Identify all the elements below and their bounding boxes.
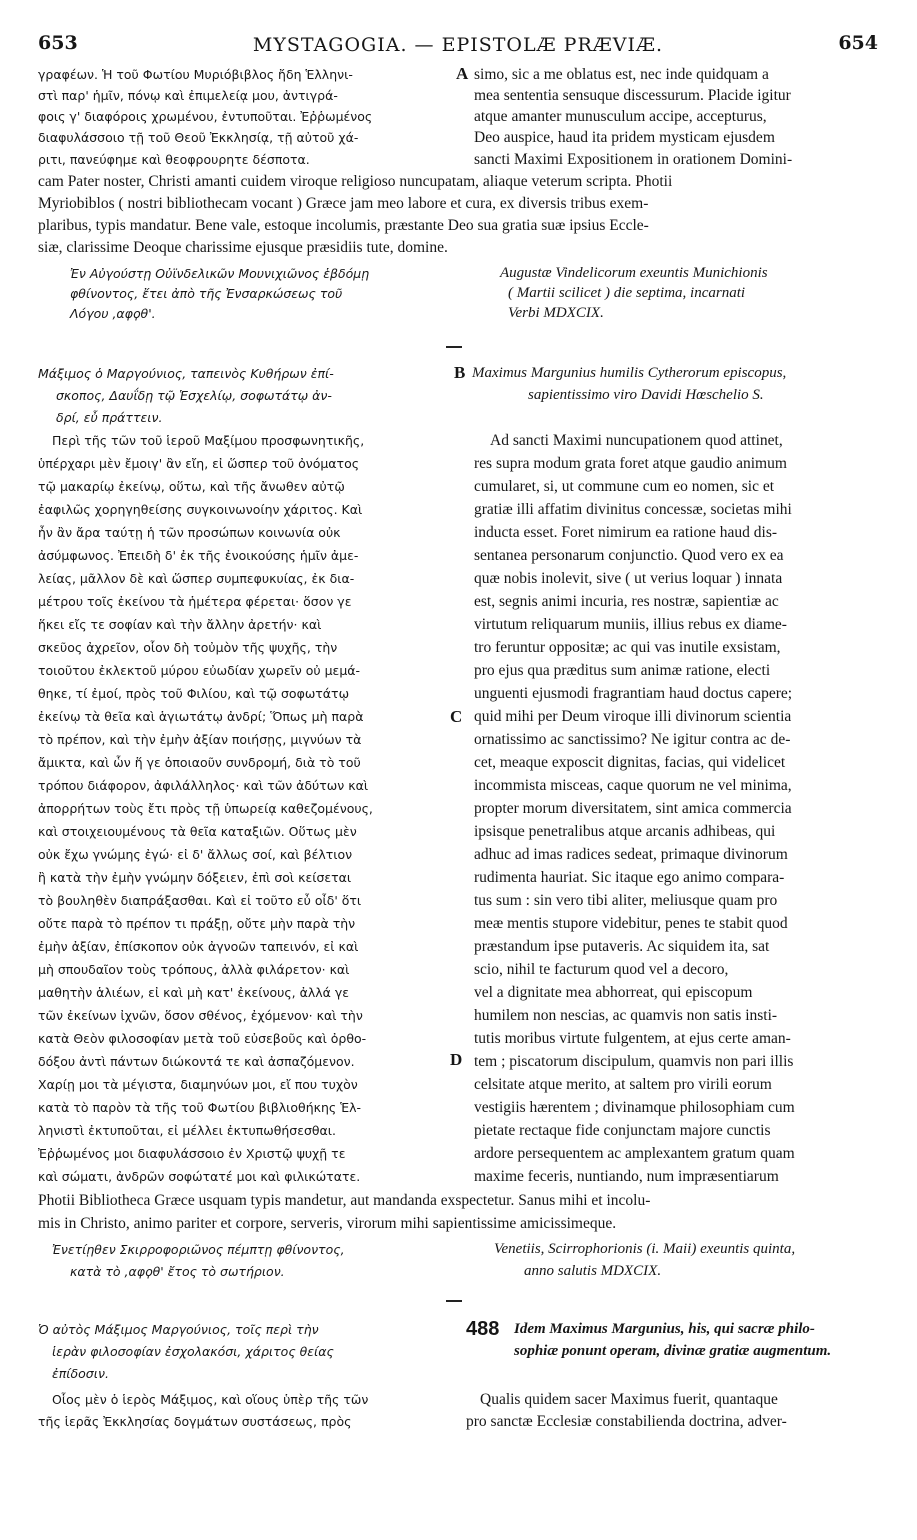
latin-line: ipsisque penetralibus atque arcanis adhibeas, qui (474, 823, 776, 840)
margin-marker-b: B (454, 363, 466, 382)
greek-line: Ἐνετίῃθεν Σκιρροφοριῶνος πέμπτῃ φθίνοντος, (52, 1242, 345, 1257)
greek-line: ριτι, πανεύφημε καὶ θεοφρουρητε δέσποτα. (38, 152, 310, 167)
greek-line: Ἐῤῥωμένος μοι διαφυλάσσοιο ἐν Χριστῷ ψυχῇ τε (38, 1146, 346, 1161)
latin-line: pro ejus qua præditus sum animæ ratione, electi (474, 662, 771, 679)
latin-line: cet, meaque exposcit dignitas, facias, qui videlicet (474, 754, 786, 771)
greek-line: κατὰ Θεὸν φιλοσοφίαν μετὰ τοῦ εὐσεβοῦς καὶ ὀρθο- (38, 1031, 367, 1046)
latin-line: cumularet, si, ut commune cum eo nomen, sic et (474, 478, 775, 495)
greek-line: φθίνοντος, ἔτει ἀπὸ τῆς Ἐνσαρκώσεως τοῦ (70, 286, 343, 301)
greek-line: γραφέων. Ἡ τοῦ Φωτίου Μυριόβιβλος ἤδη Ἑλληνι- (38, 67, 353, 82)
greek-line: Ἐν Αὐγούστῃ Οὐϊνδελικῶν Μουνιχιῶνος ἑβδόμῃ (70, 266, 370, 281)
latin-line: Idem Maximus Margunius, his, qui sacræ philo- (514, 1321, 815, 1337)
greek-line: ἐπίδοσιν. (52, 1366, 109, 1381)
greek-line: ὑπέρχαρι μὲν ἔμοιγ' ἂν εἴη, εἰ ὥσπερ τοῦ ὀνόματος (38, 456, 360, 471)
greek-line: ἢ κατὰ τὴν ἐμὴν γνώμην δόξειεν, ἐπὶ σοὶ κείσεται (38, 870, 352, 885)
greek-line: σκεῦος ἀχρεῖον, οἷον δὴ τοὐμὸν τῆς ψυχῆς, τὴν (38, 640, 338, 655)
greek-line: τρόπου διάφορον, ἀφιλάλληλος· καὶ τῶν ἀδύτων καὶ (38, 778, 369, 793)
greek-line: τῷ μακαρίῳ ἐκείνῳ, οὕτω, καὶ τῆς ἄνωθεν αὐτῷ (38, 479, 345, 494)
greek-line: καὶ στοιχειουμένους τὰ θεῖα καταξιῶν. Οὕτως μὲν (38, 824, 357, 839)
latin-line: ardore persequentem ac amplexantem gratum quam (474, 1145, 795, 1162)
latin-line: pietate rectaque fide conjunctam majore cunctis (474, 1122, 771, 1139)
latin-line: sapientissimo viro Davidi Hœschelio S. (528, 387, 764, 403)
greek-line: ἱερὰν φιλοσοφίαν ἐσχολακόσι, χάριτος θείας (52, 1344, 334, 1359)
latin-line: Venetiis, Scirrophorionis (i. Maii) exeuntis quinta, (494, 1241, 796, 1257)
greek-line: Περὶ τῆς τῶν τοῦ ἱεροῦ Μαξίμου προσφωνητικῆς, (52, 433, 365, 448)
greek-line: δόξου ἀντὶ πάντων διώκοντά τε καὶ ἀσπαζόμενον. (38, 1054, 355, 1069)
latin-line: Maximus Margunius humilis Cytherorum episcopus, (472, 365, 787, 381)
greek-line: ληνιστὶ ἐκτυποῦται, εἰ μέλλει ἐκτυπωθήσεσθαι. (38, 1123, 336, 1138)
latin-line: Myriobiblos ( nostri bibliothecam vocant ) Græce jam meo labore et cura, ex diversis tribus exem- (38, 195, 649, 212)
latin-line: virtutum reliquarum muniis, illius rebus ex diame- (474, 616, 787, 633)
latin-line: ornatissimo ac sanctissimo? Ne igitur contra ac de- (474, 731, 791, 748)
latin-line: tutis moribus virtute fulgentem, at ejus certe aman- (474, 1030, 791, 1047)
separator-rule (446, 346, 462, 348)
latin-line: rudimenta hauriat. Sic itaque ego animo compara- (474, 869, 785, 886)
greek-line: τῶν ἐκείνων ἰχνῶν, ὅσον σθένος, ἐχόμενον· καὶ τὴν (38, 1008, 363, 1023)
greek-line: Ὁ αὐτὸς Μάξιμος Μαργούνιος, τοῖς περὶ τὴν (38, 1322, 319, 1337)
greek-line: ἀσύμφωνος. Ἐπειδὴ δ' ἐκ τῆς ἐνοικούσης ἡμῖν ἀμε- (38, 548, 359, 563)
latin-line: celsitate atque merito, at saltem pro virili eorum (474, 1076, 772, 1093)
running-header (38, 32, 878, 56)
latin-line: Ad sancti Maximi nuncupationem quod attinet, (490, 432, 783, 449)
latin-line: scio, nihil te facturum quod vel a decoro, (474, 961, 729, 978)
greek-line: Μάξιμος ὁ Μαργούνιος, ταπεινὸς Κυθήρων ἐπί- (38, 366, 334, 381)
latin-line: mis in Christo, animo pariter et corpore, serveris, virorum mihi sapientissime amicissimeque. (38, 1215, 617, 1232)
latin-line: Deo auspice, haud ita pridem mysticam ejusdem (474, 129, 775, 146)
latin-line: tem ; piscatorum discipulum, quamvis non pari illis (474, 1053, 794, 1070)
greek-line: Χαρίῃ μοι τὰ μέγιστα, διαμηνύων μοι, εἴ που τυχὸν (38, 1077, 358, 1092)
latin-line: anno salutis MDXCIX. (524, 1263, 662, 1279)
section-number: 488 (466, 1318, 500, 1340)
greek-line: δρί, εὖ πράττειν. (56, 410, 163, 425)
latin-line: propter morum diversitatem, sint amica commercia (474, 800, 792, 817)
greek-line: Λόγου ,αφϙθ'. (70, 306, 156, 321)
latin-line: unguenti ejusmodi fragrantiam haud doctus capere; (474, 685, 793, 702)
greek-line: θηκε, τί ἐμοί, πρὸς τοῦ Φιλίου, καὶ τῷ σοφωτάτῳ (38, 686, 350, 701)
greek-line: λείας, μᾶλλον δὲ καὶ ὥσπερ συμπεφυκυίας, ἐκ δια- (38, 571, 355, 586)
latin-line: quæ nobis inolevit, sive ( ut verius loquar ) innata (474, 570, 783, 587)
greek-line: διαφυλάσσοιο τῇ τοῦ Θεοῦ Ἐκκλησίᾳ, τῇ αὐτοῦ χά- (38, 130, 359, 145)
latin-line: Augustæ Vindelicorum exeuntis Munichionis (500, 265, 768, 281)
latin-line: res supra modum grata foret atque gaudio animum (474, 455, 787, 472)
greek-line: ἐκείνῳ τὰ θεῖα καὶ ἁγιωτάτῳ ἀνδρί; Ὅπως μὴ παρὰ (38, 709, 364, 724)
margin-marker-c: C (450, 707, 463, 726)
greek-line: Οἷος μὲν ὁ ἱερὸς Μάξιμος, καὶ οἵους ὑπὲρ τῆς τῶν (52, 1392, 369, 1407)
greek-line: ἦν ἂν ἄρα ταύτῃ ἡ τῶν προσώπων κοινωνία οὐκ (38, 525, 341, 540)
latin-line: plaribus, typis mandatur. Bene vale, estoque incolumis, præstante Deo sua gratia suæ ipsius Eccle- (38, 217, 649, 234)
greek-line: τὸ πρέπον, καὶ τὴν ἐμὴν ἀξίαν ποιήσῃς, μιγνύων τὰ (38, 732, 362, 747)
latin-line: incommista misceas, caque quorum ne vel minima, (474, 777, 792, 794)
latin-line: Qualis quidem sacer Maximus fuerit, quantaque (480, 1391, 778, 1408)
latin-line: meæ mentis stupore videbitur, penes te stabit quod (474, 915, 788, 932)
greek-line: κατὰ τὸ ,αφϙθ' ἔτος τὸ σωτήριον. (70, 1264, 285, 1279)
latin-line: sentanea personarum conjunctio. Quod vero ex ea (474, 547, 784, 564)
greek-line: τῆς ἱερᾶς Ἐκκλησίας δογμάτων συστάσεως, πρὸς (38, 1414, 352, 1429)
latin-line: simo, sic a me oblatus est, nec inde quidquam a (474, 66, 769, 83)
latin-line: siæ, clarissime Deoque charissime ejusque præsidiis tute, domine. (38, 239, 448, 256)
greek-line: ἐμὴν ἀξίαν, ἐπίσκοπον οὐκ ἀγνοῶν ταπεινόν, εἰ καὶ (38, 939, 359, 954)
greek-line: ἐαφιλῶς χορηγηθείσης συγκοινωνοίην χάριτος. Καὶ (38, 502, 363, 517)
running-title: MYSTAGOGIA. — EPISTOLÆ PRÆVIÆ. (252, 34, 664, 56)
latin-line: quid mihi per Deum viroque illi divinorum scientia (474, 708, 792, 725)
latin-line: maxime feceris, nuntiando, num impræsentiarum (474, 1168, 779, 1185)
latin-line: sophiæ ponunt operam, divinæ gratiæ augmentum. (514, 1343, 832, 1359)
separator-rule (446, 1300, 462, 1302)
margin-marker-a: A (456, 64, 469, 83)
greek-line: στὶ παρ' ἡμῖν, πόνῳ καὶ ἐπιμελείᾳ μου, ἀντιγρά- (38, 88, 338, 103)
latin-line: Verbi MDXCIX. (508, 305, 604, 321)
latin-line: pro sanctæ Ecclesiæ constabilienda doctrina, adver- (466, 1413, 787, 1430)
greek-line: ἄμικτα, καὶ ὧν ἥ γε ὁποιαοῦν συνδρομή, διὰ τὸ τοῦ (38, 755, 361, 770)
greek-line: σκοπος, Δαυΐδῃ τῷ Ἑσχελίῳ, σοφωτάτῳ ἀν- (56, 388, 332, 403)
latin-line: sancti Maximi Expositionem in orationem Domini- (474, 151, 793, 168)
page-number-right: 654 (838, 32, 878, 54)
latin-line: mea sententia sensuque discessurum. Placide igitur (474, 87, 791, 104)
page-number-left: 653 (38, 32, 78, 54)
greek-line: μέτρου τοῖς ἐκείνου τὰ ἡμέτερα φέρεται· ὅσον γε (38, 594, 352, 609)
latin-line: Photii Bibliotheca Græce usquam typis mandetur, aut mandanda exspectetur. Sanus mihi et incolu- (38, 1192, 651, 1209)
latin-line: vel a dignitate mea abhorreat, qui episcopum (474, 984, 753, 1001)
greek-line: καὶ σώματι, ἀνδρῶν σοφώτατέ μοι καὶ φιλικώτατε. (38, 1169, 361, 1184)
greek-line: οὔτε παρὰ τὸ πρέπον τι πράξῃ, οὔτε μὴν παρὰ τὴν (38, 916, 356, 931)
latin-line: inducta esset. Foret nimirum ea ratione haud dis- (474, 524, 778, 541)
latin-line: præstandum ipse putaveris. Ac siquidem ita, sat (474, 938, 770, 955)
greek-line: μὴ σπουδαῖον τοὺς τρόπους, ἀλλὰ φιλάρετον· καὶ (38, 962, 350, 977)
greek-line: ἀπορρήτων τοὺς ἔτι πρὸς τῇ ὑπωρείᾳ καθεζομένους, (38, 801, 373, 816)
latin-line: tus sum : sin vero tibi aliter, meliusque quam pro (474, 892, 778, 909)
latin-line: adhuc ad imas radices sedeat, primaque divinorum (474, 846, 788, 863)
latin-line: est, segnis animi incuria, res nostræ, sapientiæ ac (474, 593, 779, 610)
margin-marker-d: D (450, 1050, 463, 1069)
latin-line: humilem non nescias, ac quamvis non satis insti- (474, 1007, 778, 1024)
greek-line: κατὰ τὸ παρὸν τὰ τῆς τοῦ Φωτίου βιβλιοθήκης Ἑλ- (38, 1100, 362, 1115)
latin-line: cam Pater noster, Christi amanti cuidem viroque religioso nuncupatam, aliaque veterum scripta. Photii (38, 173, 673, 190)
greek-line: οὐκ ἔχω γνώμης ἐγώ· εἰ δ' ἄλλως σοί, καὶ βέλτιον (38, 847, 353, 862)
greek-line: φοις γ' διαφόροις χρωμένου, ἐντυποῦται. Ἐῤῥωμένος (38, 109, 373, 124)
greek-line: μαθητὴν ἁλιέων, εἰ καὶ μὴ κατ' ἐκείνους, ἀλλά γε (38, 985, 350, 1000)
latin-line: atque amanter munusculum accipe, accepturus, (474, 108, 767, 125)
greek-line: ἥκει εἴς τε σοφίαν καὶ τὴν ἄλλην ἀρετήν· καὶ (38, 617, 322, 632)
latin-line: gratiæ illi affatim divinitus concessæ, societas mihi (474, 501, 792, 518)
latin-line: tro feruntur oppositæ; ac qui vas inutile exsistam, (474, 639, 781, 656)
latin-line: vestigiis hærentem ; divinamque philosophiam cum (474, 1099, 795, 1116)
greek-line: τὸ βουληθὲν διαπράξασθαι. Καὶ εἰ τοῦτο εὖ οἶδ' ὅτι (38, 893, 362, 908)
greek-line: τοιοῦτου ἐκλεκτοῦ μύρου εὐωδίαν χωρεῖν οὐ μεμά- (38, 663, 361, 678)
latin-line: ( Martii scilicet ) die septima, incarnati (508, 285, 746, 301)
